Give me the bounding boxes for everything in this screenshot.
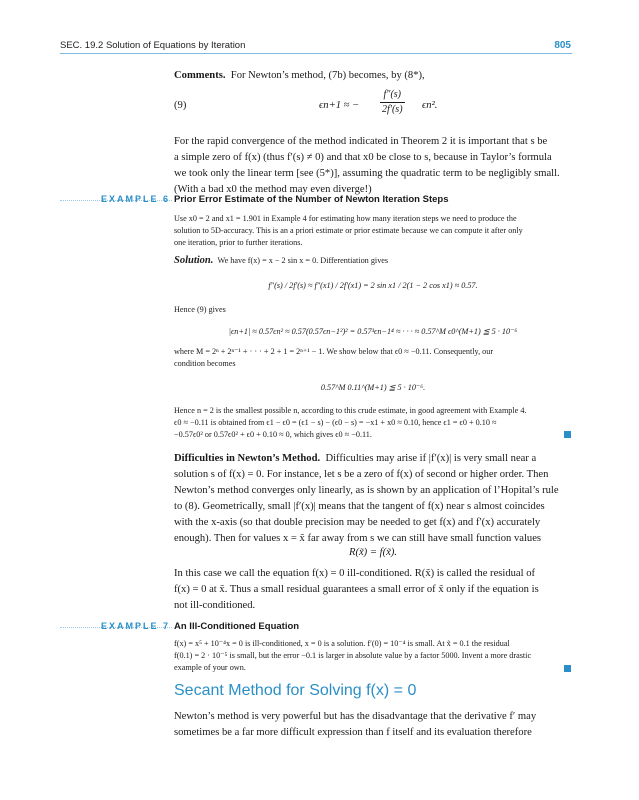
equation-9-lhs: ϵn+1 ≈ − <box>319 100 360 111</box>
example-6-hence: Hence (9) gives <box>174 305 226 314</box>
paragraph-line: a simple zero of f(x) (thus f′(s) ≠ 0) and that x0 be close to s, because in Taylor’s formula <box>174 152 552 163</box>
running-header: SEC. 19.2 Solution of Equations by Iteration <box>60 40 246 51</box>
example-6-title: Prior Error Estimate of the Number of Newton Iteration Steps <box>174 194 449 205</box>
difficulties-line-first: Difficulties may arise if |f′(x)| is very small near a <box>325 453 537 464</box>
difficulties-lead: Difficulties in Newton’s Method. <box>174 453 321 464</box>
equation-9 <box>174 88 572 128</box>
difficulties-paragraph <box>174 451 572 547</box>
paragraph-line: enough). Then for values x = x̃ far away from s we can still have small function values <box>174 533 542 544</box>
equation-number: (9) <box>174 100 187 111</box>
section-title: Secant Method for Solving f(x) = 0 <box>174 682 417 699</box>
paragraph-line: sometimes be a far more difficult expression than f itself and its evaluation therefore <box>174 727 532 738</box>
end-of-example-marker <box>564 665 571 672</box>
comments-lead-text: For Newton’s method, (7b) becomes, by (8*), <box>230 70 425 81</box>
residual-equation: R(x̃) = f(x̃). <box>348 547 398 558</box>
paragraph-line: to (8). Geometrically, small |f′(x)| means that the tangent of f(x) near s almost coincides <box>174 501 545 512</box>
equation-9-denominator: 2f′(s) <box>382 104 403 115</box>
example-7-label: EXAMPLE 7 <box>100 621 170 631</box>
comments-intro <box>174 68 572 84</box>
end-of-example-marker <box>564 431 571 438</box>
paragraph-line: f(x) = x⁵ + 10⁻⁴x = 0 is ill-conditioned, x = 0 is a solution. f′(0) = 10⁻⁴ is small. At x̃ = 0.1 the residual <box>174 639 510 648</box>
paragraph-line: Newton’s method is very powerful but has the disadvantage that the derivative f′ may <box>174 711 537 722</box>
example-6-label: EXAMPLE 6 <box>100 194 170 204</box>
paragraph-line: Newton’s method converges only linearly, as is shown by an application of l’Hopital’s rule <box>174 485 559 496</box>
equation-9-numerator: f″(s) <box>380 88 405 103</box>
example-6-equation-1: f″(s) / 2f′(s) ≈ f″(x1) / 2f′(x1) = 2 sin x1 / 2(1 − 2 cos x1) ≈ 0.57. <box>268 281 478 290</box>
paragraph-line: solution s of f(x) = 0. For instance, let s be a zero of f(x) of second or higher order. Then <box>174 469 549 480</box>
header-rule <box>60 53 572 54</box>
paragraph-line: −0.57ϵ0² or 0.57ϵ0² + ϵ0 + 0.10 ≈ 0, which gives ϵ0 ≈ −0.11. <box>174 430 372 439</box>
example-6-intro <box>174 213 572 249</box>
solution-text: We have f(x) = x − 2 sin x = 0. Differentiation gives <box>217 256 389 265</box>
paragraph-line: example of your own. <box>174 663 246 672</box>
paragraph-line: one iteration, prior to further iterations. <box>174 238 303 247</box>
ill-conditioned-paragraph <box>174 566 572 614</box>
paragraph-line: In this case we call the equation f(x) = 0 ill-conditioned. R(x̃) is called the residual of <box>174 568 536 579</box>
paragraph-line <box>174 451 572 467</box>
example-6-solution-line <box>174 255 572 267</box>
comments-lead: Comments. <box>174 70 226 81</box>
example-6-where <box>174 346 572 370</box>
example-6-equation-2: |ϵn+1| ≈ 0.57ϵn² ≈ 0.57(0.57ϵn−1²)² = 0.57³ϵn−1⁴ ≈ · · · ≈ 0.57^M ϵ0^(M+1) ≦ 5 · 10⁻⁶ <box>228 327 518 336</box>
paragraph-line: For the rapid convergence of the method indicated in Theorem 2 it is important that s be <box>174 136 548 147</box>
equation-9-fraction <box>380 88 405 117</box>
example-6-closing <box>174 405 572 441</box>
paragraph-line: f(0.1) = 2 · 10⁻⁵ is small, but the error −0.1 is larger in absolute value by a factor 5000. Invent a more drastic <box>174 651 532 660</box>
paragraph-line: solution to 5D-accuracy. This is an a priori estimate or prior estimate because we can compute it after only <box>174 226 523 235</box>
example-7-text <box>174 638 572 674</box>
comments-paragraph <box>174 134 572 198</box>
paragraph-line: (With a bad x0 the method may even diverge!) <box>174 184 372 195</box>
paragraph-line: Hence n = 2 is the smallest possible n, according to this crude estimate, in good agreement with Example 4. <box>174 406 527 415</box>
paragraph-line: with the x-axis (so that double precision may be needed to get f(x) and f′(x) accurately <box>174 517 541 528</box>
paragraph-line: condition becomes <box>174 359 236 368</box>
paragraph-line: we took only the linear term [see (5*)], assuming the quadratic term to be negligibly small. <box>174 168 560 179</box>
secant-paragraph <box>174 709 572 741</box>
paragraph-line: Use x0 = 2 and x1 = 1.901 in Example 4 for estimating how many iteration steps we need to produce the <box>174 214 517 223</box>
paragraph-line: f(x) = 0 at x̃. Thus a small residual guarantees a small error of x̃ only if the equation is <box>174 584 539 595</box>
example-7-title: An Ill-Conditioned Equation <box>174 621 300 632</box>
paragraph-line: ϵ0 ≈ −0.11 is obtained from ϵ1 − ϵ0 = (ϵ1 − s) − (ϵ0 − s) = −x1 + x0 ≈ 0.10, hence ϵ1 = ϵ0 + 0.10 ≈ <box>174 418 497 427</box>
paragraph-line: not ill-conditioned. <box>174 600 256 611</box>
solution-label: Solution. <box>174 255 214 266</box>
example-6-equation-3: 0.57^M 0.11^(M+1) ≦ 5 · 10⁻⁶. <box>320 383 426 392</box>
paragraph-line: where M = 2ⁿ + 2ⁿ⁻¹ + · · · + 2 + 1 = 2ⁿ⁺¹ − 1. We show below that ϵ0 ≈ −0.11. Consequently, our <box>174 347 494 356</box>
equation-9-rhs: ϵn². <box>422 100 438 111</box>
page-number: 805 <box>554 40 571 51</box>
